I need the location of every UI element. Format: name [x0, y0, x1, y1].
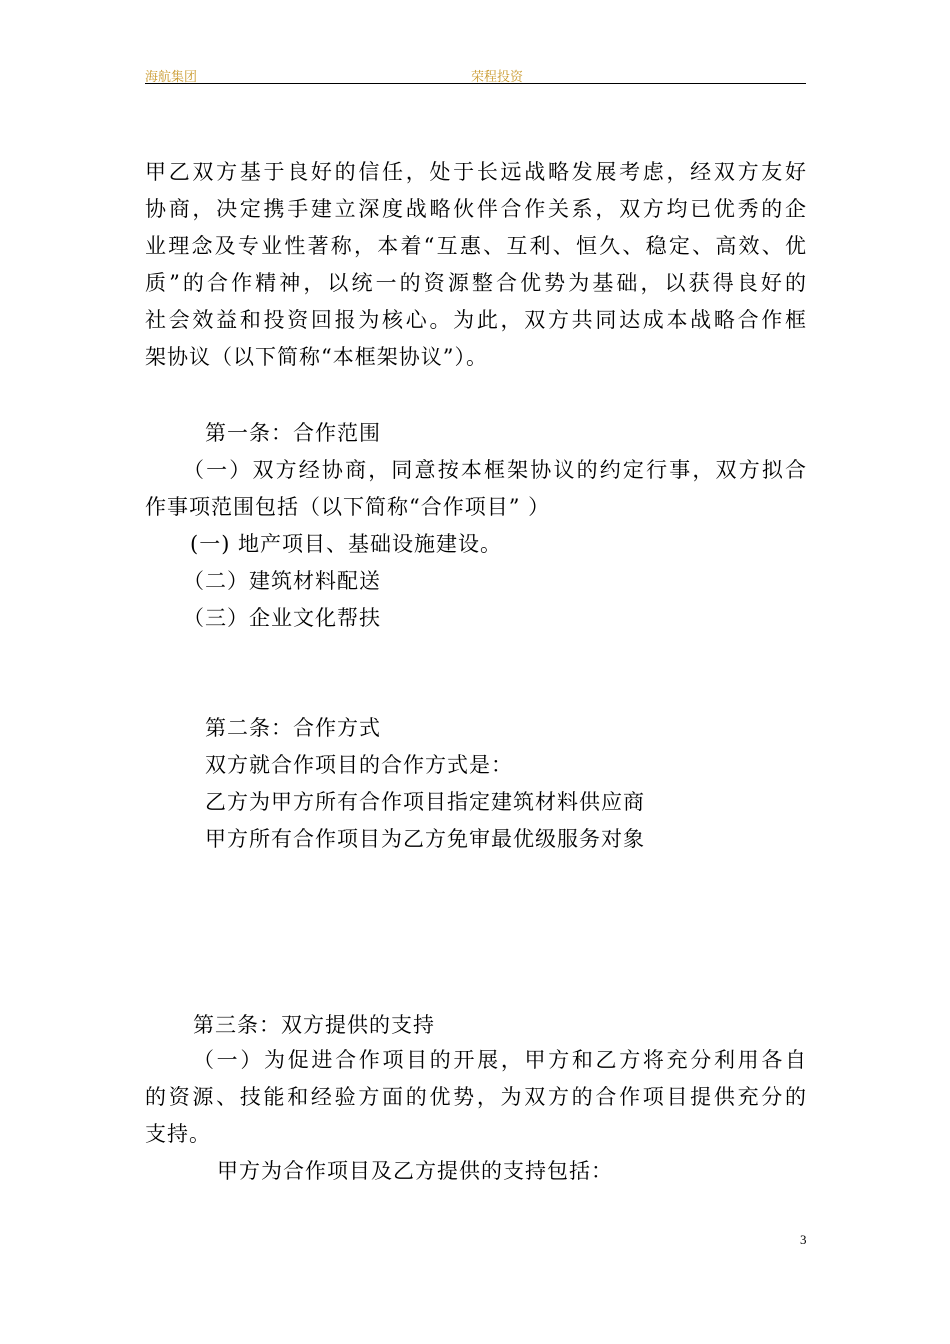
page-number: 3: [800, 1232, 807, 1247]
header-left-text: 海航集团: [145, 69, 198, 84]
header-center-text: 荣程投资: [471, 69, 524, 84]
article-2-line: 甲方所有合作项目为乙方免审最优级服务对象: [205, 827, 645, 851]
article-1-title: 第一条：合作范围: [205, 421, 381, 445]
intro-line: 架协议（以下简称“本框架协议”）。: [145, 345, 488, 369]
article-1-item: (一) 地产项目、基础设施建设。: [190, 532, 503, 556]
article-2-line: 双方就合作项目的合作方式是：: [205, 753, 513, 777]
article-1-item: （二）建筑材料配送: [183, 569, 381, 593]
article-3-paragraph-line: （一）为促进合作项目的开展，甲方和乙方将充分利用各自: [193, 1048, 807, 1072]
article-3-paragraph-line: 支持。: [145, 1122, 211, 1146]
article-1-paragraph-line: （一）双方经协商，同意按本框架协议的约定行事，双方拟合: [183, 458, 807, 482]
header-divider: [145, 83, 806, 84]
intro-line: 社会效益和投资回报为核心。为此，双方共同达成本战略合作框: [145, 308, 807, 332]
intro-line: 质”的合作精神，以统一的资源整合优势为基础，以获得良好的: [145, 271, 807, 295]
article-1-item: （三）企业文化帮扶: [183, 606, 381, 630]
article-2-line: 乙方为甲方所有合作项目指定建筑材料供应商: [205, 790, 645, 814]
article-3-title: 第三条：双方提供的支持: [193, 1013, 435, 1037]
intro-line: 甲乙双方基于良好的信任，处于长远战略发展考虑，经双方友好: [145, 160, 807, 184]
article-3-paragraph-line: 的资源、技能和经验方面的优势，为双方的合作项目提供充分的: [145, 1085, 807, 1109]
article-1-paragraph-line: 作事项范围包括（以下简称“合作项目” ）: [145, 495, 551, 519]
article-2-title: 第二条：合作方式: [205, 716, 381, 740]
page-header: [145, 64, 806, 84]
intro-line: 协商，决定携手建立深度战略伙伴合作关系，双方均已优秀的企: [145, 197, 807, 221]
intro-line: 业理念及专业性著称，本着“互惠、互利、恒久、稳定、高效、优: [145, 234, 807, 258]
article-3-line: 甲方为合作项目及乙方提供的支持包括：: [217, 1159, 613, 1183]
